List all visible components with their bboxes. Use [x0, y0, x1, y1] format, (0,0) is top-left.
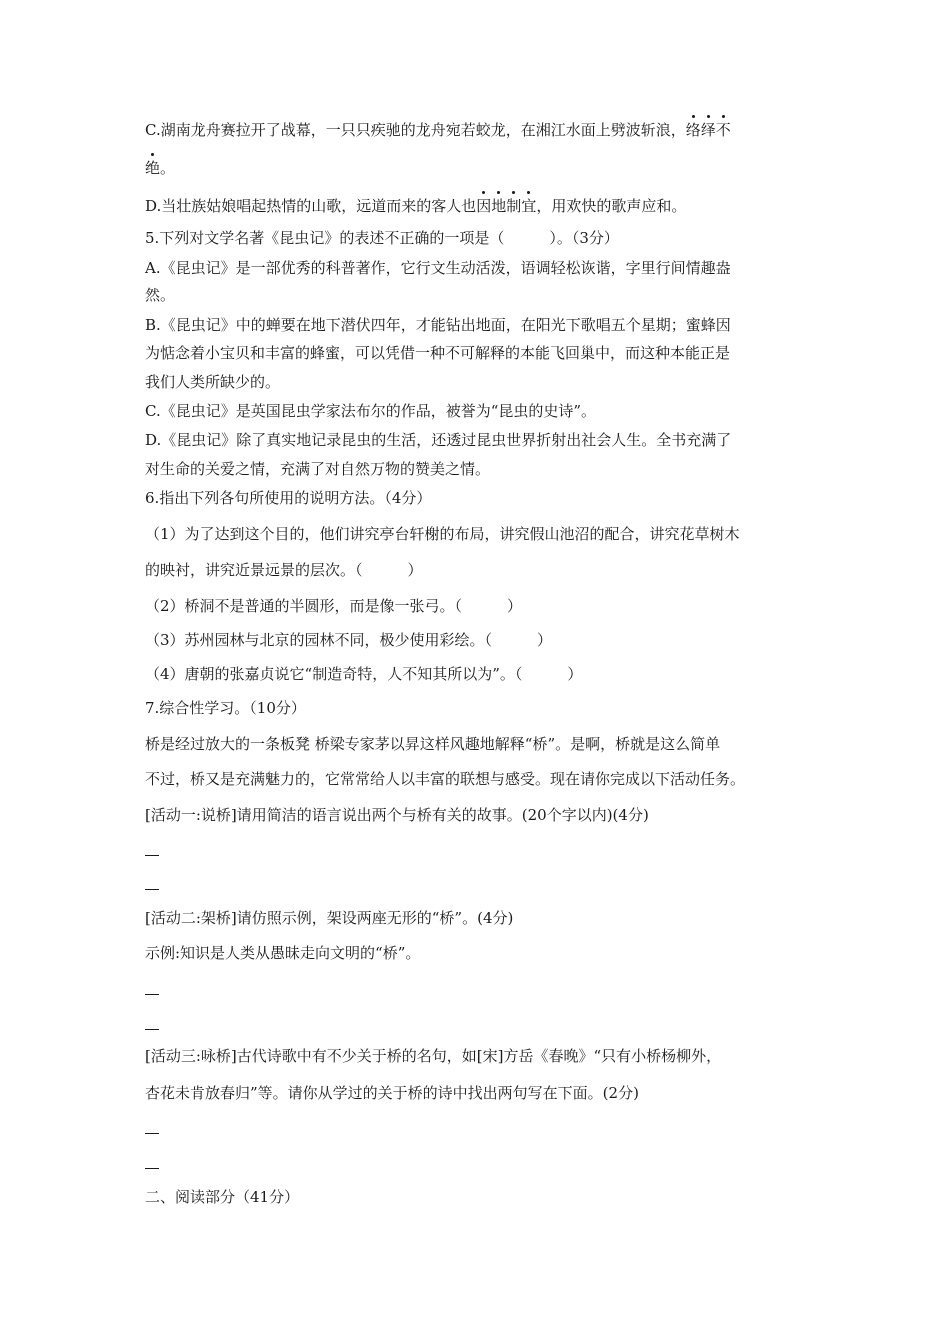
q5-option-d-line2: 对生命的关爱之情，充满了对自然万物的赞美之情。	[145, 460, 491, 478]
q5-option-b-line2: 为惦念着小宝贝和丰富的蜂蜜，可以凭借一种不可解释的本能飞回巢中，而这种本能正是	[145, 344, 731, 362]
emphasis-char: 地	[491, 197, 507, 215]
q4-option-c-line1: C.湖南龙舟赛拉开了战幕，一只只疾驰的龙舟宛若蛟龙，在湘江水面上劈波斩浪，络绎不	[145, 121, 731, 139]
emphasis-char: 制	[506, 197, 522, 215]
emphasis-char: 宜	[521, 197, 537, 215]
section-2-heading: 二、阅读部分（41分）	[145, 1188, 300, 1206]
q7-intro-line1: 桥是经过放大的一条板凳 桥梁专家茅以昇这样风趣地解释“桥”。是啊，桥就是这么简单	[145, 735, 721, 753]
q5-stem: 5.下列对文学名著《昆虫记》的表述不正确的一项是（ ）。（3分）	[145, 229, 619, 247]
q4-option-c-line2: 绝。	[145, 159, 176, 177]
emphasis-char: 不	[715, 121, 731, 139]
q6-sentence-2: （2）桥洞不是普通的半圆形，而是像一张弓。（ ）	[145, 597, 523, 615]
q5-option-a-line1: A.《昆虫记》是一部优秀的科普著作，它行文生动活泼，语调轻松诙谐，字里行间情趣盎	[145, 259, 731, 277]
q4-option-d: D.当壮族姑娘唱起热情的山歌，远道而来的客人也因地制宜，用欢快的歌声应和。	[145, 197, 687, 215]
emphasis-char: 绎	[700, 121, 716, 139]
emphasis-char: 因	[476, 197, 492, 215]
q5-option-b-line3: 我们人类所缺少的。	[145, 373, 281, 391]
q5-option-d-line1: D.《昆虫记》除了真实地记录昆虫的生活，还透过昆虫世界折射出社会人生。全书充满了	[145, 431, 732, 449]
q7-activity-2: [活动二:架桥]请仿照示例，架设两座无形的“桥”。(4分)	[145, 909, 514, 927]
q5-option-a-line2: 然。	[145, 286, 176, 304]
q7-activity-3-line1: [活动三:咏桥]古代诗歌中有不少关于桥的名句，如[宋]方岳《春晚》“只有小桥杨柳外，	[145, 1047, 722, 1065]
answer-blank-line	[145, 994, 159, 995]
q7-stem: 7.综合性学习。（10分）	[145, 699, 306, 717]
q7-activity-2-example: 示例:知识是人类从愚昧走向文明的“桥”。	[145, 944, 421, 962]
emphasis-char: 络	[685, 121, 701, 139]
q5-option-c: C.《昆虫记》是英国昆虫学家法布尔的作品，被誉为“昆虫的史诗”。	[145, 402, 597, 420]
answer-blank-line	[145, 855, 159, 856]
emphasis-char: 绝	[145, 159, 161, 177]
answer-blank-line	[145, 1029, 159, 1030]
answer-blank-line	[145, 1133, 159, 1134]
q6-sentence-3: （3）苏州园林与北京的园林不同，极少使用彩绘。（ ）	[145, 631, 553, 649]
q6-sentence-1-line1: （1）为了达到这个目的，他们讲究亭台轩榭的布局，讲究假山池沼的配合，讲究花草树木	[145, 525, 740, 543]
q6-stem: 6.指出下列各句所使用的说明方法。（4分）	[145, 489, 432, 507]
answer-blank-line	[145, 1168, 159, 1169]
q7-activity-1: [活动一:说桥]请用简洁的语言说出两个与桥有关的故事。(20个字以内)(4分)	[145, 806, 649, 824]
q7-activity-3-line2: 杏花未肯放春归”等。请你从学过的关于桥的诗中找出两句写在下面。(2分)	[145, 1084, 639, 1102]
q6-sentence-4: （4）唐朝的张嘉贞说它“制造奇特，人不知其所以为”。（ ）	[145, 665, 583, 683]
q5-option-b-line1: B.《昆虫记》中的蝉要在地下潜伏四年，才能钻出地面，在阳光下歌唱五个星期；蜜蜂因	[145, 316, 731, 334]
q6-sentence-1-line2: 的映衬，讲究近景远景的层次。（ ）	[145, 561, 423, 579]
answer-blank-line	[145, 889, 159, 890]
q7-intro-line2: 不过，桥又是充满魅力的，它常常给人以丰富的联想与感受。现在请你完成以下活动任务。	[145, 770, 746, 788]
